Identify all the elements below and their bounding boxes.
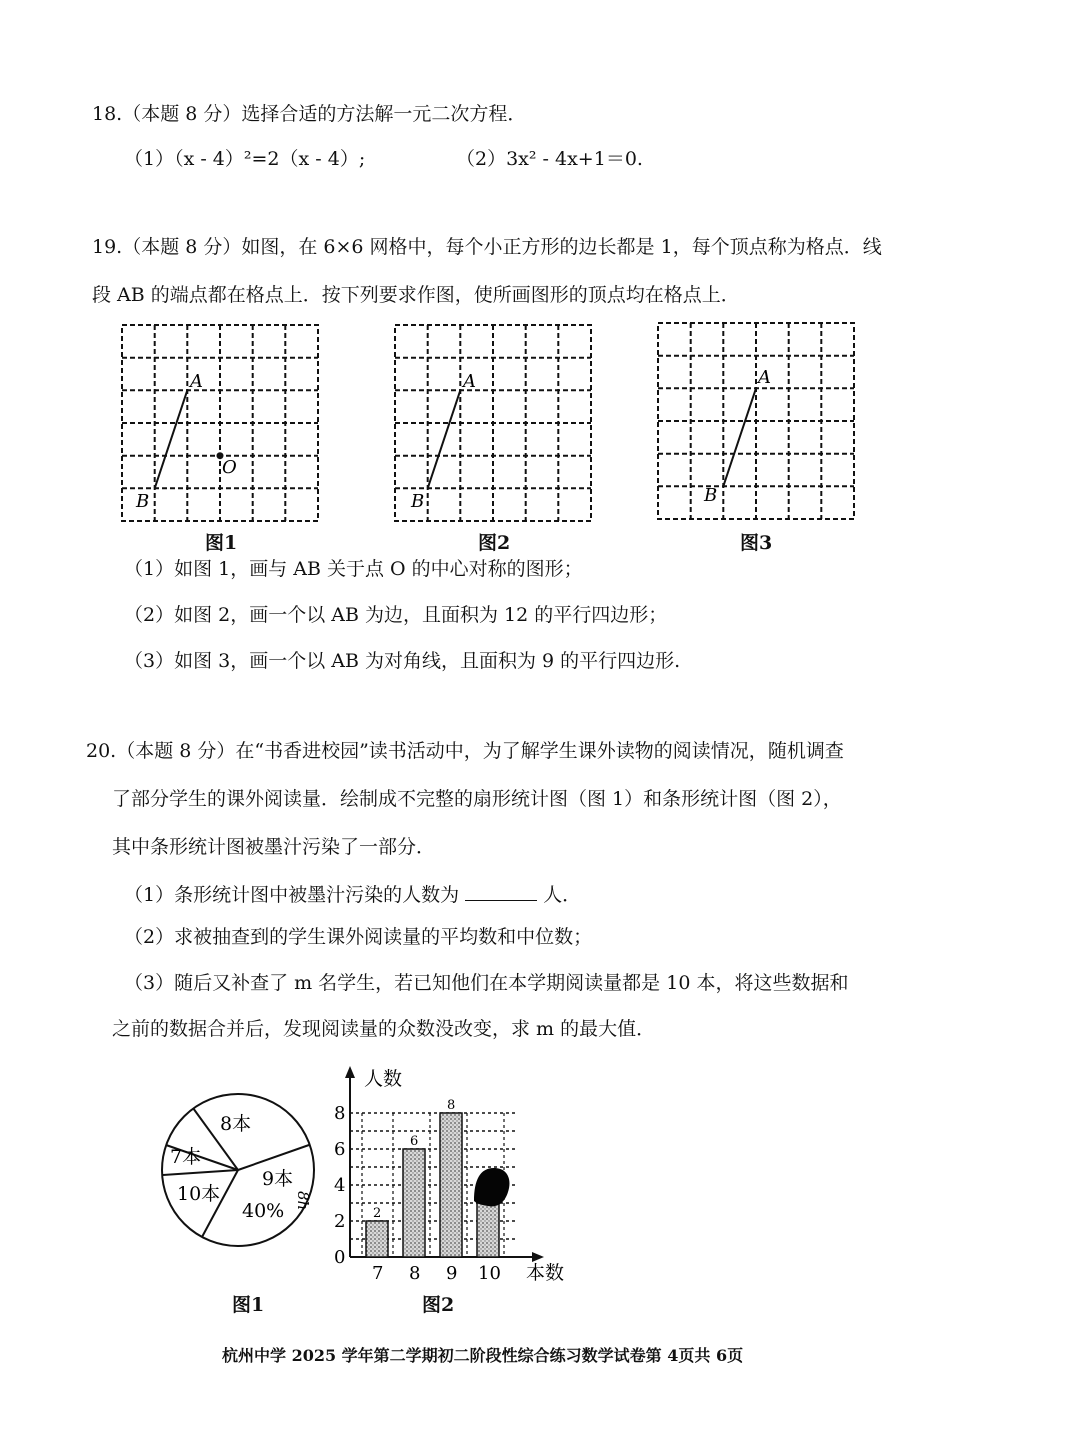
answer-blank bbox=[465, 884, 537, 901]
q20-part3-line2: 之前的数据合并后，发现阅读量的众数没改变，求 m 的最大值． bbox=[112, 1018, 656, 1040]
label-b: B bbox=[136, 491, 150, 512]
q20-part3-line1: （3）随后又补查了 m 名学生，若已知他们在本学期阅读量都是 10 本，将这些数据和 bbox=[124, 972, 849, 994]
bar-10-stained bbox=[477, 1203, 499, 1257]
x-tick-label: 8 bbox=[409, 1263, 421, 1284]
bar-7 bbox=[366, 1221, 388, 1257]
label-b: B bbox=[411, 491, 425, 512]
y-axis-arrow bbox=[345, 1066, 355, 1078]
y-axis-title: 人数 bbox=[364, 1068, 403, 1090]
page-footer: 杭州中学 2025 学年第二学期初二阶段性综合练习数学试卷第 4页共 6页 bbox=[222, 1346, 744, 1365]
pie-label-10: 10本 bbox=[177, 1183, 221, 1205]
pie-annotation: 8h bbox=[294, 1191, 312, 1211]
q19-title-line2: 段 AB 的端点都在格点上．按下列要求作图，使所画图形的顶点均在格点上． bbox=[92, 284, 740, 306]
q19-title-line1: 19.（本题 8 分）如图，在 6×6 网格中，每个小正方形的边长都是 1，每个顶点称为格点．线 bbox=[92, 236, 882, 258]
q20-part1-unit: 人． bbox=[543, 884, 582, 906]
label-a: A bbox=[463, 371, 476, 392]
q20-part1-text: （1）条形统计图中被墨汁污染的人数为 bbox=[124, 884, 460, 906]
q18-title: 18.（本题 8 分）选择合适的方法解一元二次方程． bbox=[92, 103, 527, 125]
x-tick-label: 9 bbox=[446, 1263, 458, 1284]
fig2-caption: 图2 bbox=[478, 532, 511, 554]
q18-part1: （1）（x - 4）²=2（x - 4）; bbox=[124, 148, 366, 170]
bar-value-label: 2 bbox=[373, 1206, 382, 1221]
bar-value-label: 8 bbox=[447, 1098, 456, 1113]
pie-caption: 图1 bbox=[232, 1294, 265, 1316]
grid-figure-1 bbox=[110, 315, 340, 530]
segment-ab bbox=[428, 390, 461, 488]
q20-line1: 20.（本题 8 分）在“书香进校园”读书活动中，为了解学生课外读物的阅读情况，随机调查 bbox=[86, 740, 844, 762]
ink-blot bbox=[474, 1168, 509, 1206]
y-tick-label: 0 bbox=[334, 1247, 346, 1268]
y-tick-label: 8 bbox=[334, 1103, 346, 1124]
bar-value-label: 6 bbox=[410, 1134, 419, 1149]
pie-percent-9: 40% bbox=[242, 1200, 285, 1222]
label-a: A bbox=[758, 367, 771, 388]
q20-line3: 其中条形统计图被墨汁污染了一部分． bbox=[112, 836, 436, 858]
q18-part2: （2）3x² - 4x+1＝0. bbox=[456, 148, 643, 170]
q20-part1 bbox=[124, 884, 581, 905]
q19-part3: （3）如图 3，画一个以 AB 为对角线，且面积为 9 的平行四边形. bbox=[124, 650, 681, 672]
bar-9 bbox=[440, 1113, 462, 1257]
fig3-caption: 图3 bbox=[740, 532, 773, 554]
pie-chart bbox=[150, 1085, 330, 1260]
q19-part1: （1）如图 1，画与 AB 关于点 O 的中心对称的图形； bbox=[124, 558, 583, 580]
grid-figure-2 bbox=[383, 315, 613, 530]
y-tick-label: 6 bbox=[334, 1139, 346, 1160]
bar-8 bbox=[403, 1149, 425, 1257]
x-tick-label: 10 bbox=[478, 1263, 501, 1284]
q19-part2: （2）如图 2，画一个以 AB 为边，且面积为 12 的平行四边形； bbox=[124, 604, 668, 626]
x-axis-title: 本数 bbox=[526, 1262, 565, 1284]
x-tick-label: 7 bbox=[372, 1263, 384, 1284]
label-b: B bbox=[704, 485, 718, 506]
bar-chart bbox=[330, 1062, 580, 1287]
segment-ab bbox=[155, 390, 188, 488]
grid-figure-3 bbox=[646, 313, 876, 528]
y-tick-label: 2 bbox=[334, 1211, 346, 1232]
q20-line2: 了部分学生的课外阅读量．绘制成不完整的扇形统计图（图 1）和条形统计图（图 2）， bbox=[112, 788, 842, 810]
pie-label-8: 8本 bbox=[220, 1113, 252, 1135]
bar-caption: 图2 bbox=[422, 1294, 455, 1316]
label-a: A bbox=[190, 371, 203, 392]
segment-ab bbox=[723, 388, 756, 486]
fig1-caption: 图1 bbox=[205, 532, 238, 554]
x-axis-arrow bbox=[532, 1252, 544, 1262]
pie-label-9: 9本 bbox=[262, 1168, 294, 1190]
label-o: O bbox=[222, 457, 237, 478]
pie-divider bbox=[238, 1145, 309, 1170]
pie-divider bbox=[163, 1170, 238, 1175]
q20-part2: （2）求被抽查到的学生课外阅读量的平均数和中位数； bbox=[124, 926, 593, 948]
y-tick-label: 4 bbox=[334, 1175, 346, 1196]
pie-label-7: 7本 bbox=[170, 1146, 202, 1168]
